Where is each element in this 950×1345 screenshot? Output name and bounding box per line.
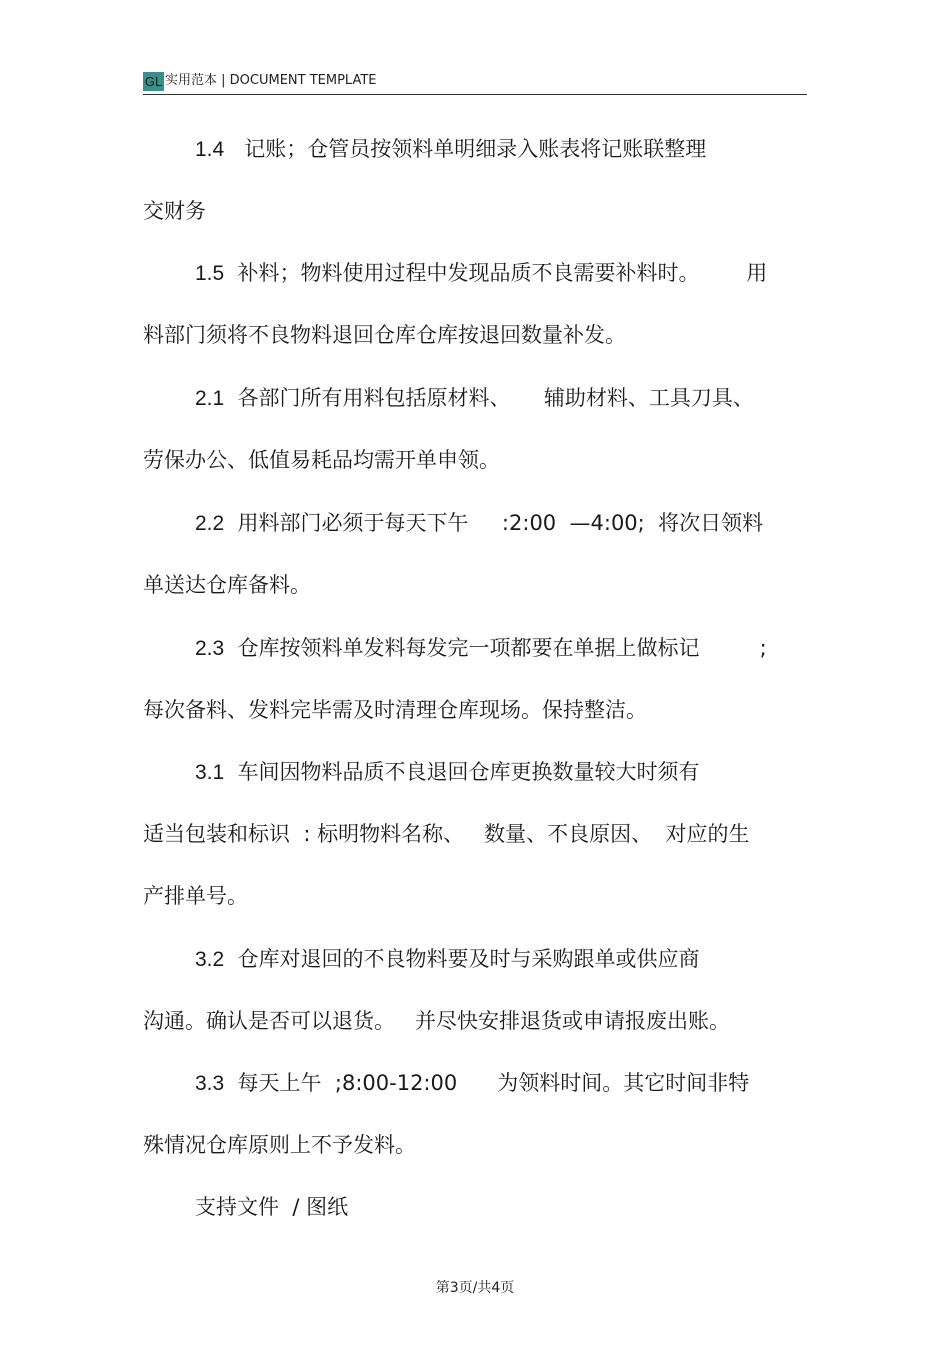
- para-3-3-line-1: [195, 1068, 749, 1099]
- para-3-1-line-1: [195, 757, 700, 788]
- para-text: 车间因物料品质不良退回仓库更换数量较大时须有: [224, 760, 700, 784]
- para-text: 仓库按领料单发料每发完一项都要在单据上做标记 ;: [224, 636, 767, 660]
- para-1-4-line-1: [195, 134, 706, 165]
- document-header: [143, 70, 807, 95]
- section-number: 3.2: [195, 948, 225, 971]
- section-number: 2.2: [195, 512, 225, 535]
- para-text: 仓库对退回的不良物料要及时与采购跟单或供应商: [224, 947, 700, 971]
- para-1-5-line-1: [195, 258, 767, 289]
- section-number: 1.5: [195, 262, 225, 285]
- para-3-2-line-1: [195, 944, 700, 975]
- para-text: 各部门所有用料包括原材料、 辅助材料、工具刀具、: [224, 386, 754, 410]
- section-number: 3.3: [195, 1072, 225, 1095]
- para-3-2-line-2: 沟通。确认是否可以退货。 并尽快安排退货或申请报废出账。: [143, 1009, 731, 1033]
- para-2-1-line-2: 劳保办公、低值易耗品均需开单申领。: [143, 448, 500, 472]
- section-number: 3.1: [195, 761, 225, 784]
- para-3-3-line-2: 殊情况仓库原则上不予发料。: [143, 1133, 416, 1157]
- para-text: 每天上午 ;8:00-12:00 为领料时间。其它时间非特: [224, 1071, 750, 1095]
- section-number: 2.1: [195, 387, 225, 410]
- section-number: 1.4: [195, 138, 225, 161]
- supporting-documents-heading: 支持文件 / 图纸: [195, 1195, 349, 1219]
- para-text: 记账；仓管员按领料单明细录入账表将记账联整理: [224, 137, 707, 161]
- para-1-5-line-2: 料部门须将不良物料退回仓库仓库按退回数量补发。: [143, 323, 626, 347]
- para-2-3-line-2: 每次备料、发料完毕需及时清理仓库现场。保持整洁。: [143, 698, 647, 722]
- para-3-1-line-2: 适当包装和标识 : 标明物料名称、 数量、不良原因、 对应的生: [143, 822, 750, 846]
- para-3-1-line-3: 产排单号。: [143, 884, 248, 908]
- para-text: 用料部门必须于每天下午 :2:00 —4:00; 将次日领料: [224, 511, 764, 535]
- para-2-3-line-1: [195, 633, 767, 664]
- para-2-2-line-1: [195, 508, 763, 539]
- para-2-2-line-2: 单送达仓库备料。: [143, 573, 311, 597]
- page-number: 第3页/共4页: [435, 1280, 515, 1296]
- header-title: 实用范本 | DOCUMENT TEMPLATE: [165, 73, 377, 88]
- section-number: 2.3: [195, 637, 225, 660]
- para-text: 补料；物料使用过程中发现品质不良需要补料时。 用: [224, 261, 768, 285]
- para-1-4-line-2: 交财务: [143, 199, 206, 223]
- para-2-1-line-1: [195, 383, 754, 414]
- gl-logo: GL: [144, 74, 163, 89]
